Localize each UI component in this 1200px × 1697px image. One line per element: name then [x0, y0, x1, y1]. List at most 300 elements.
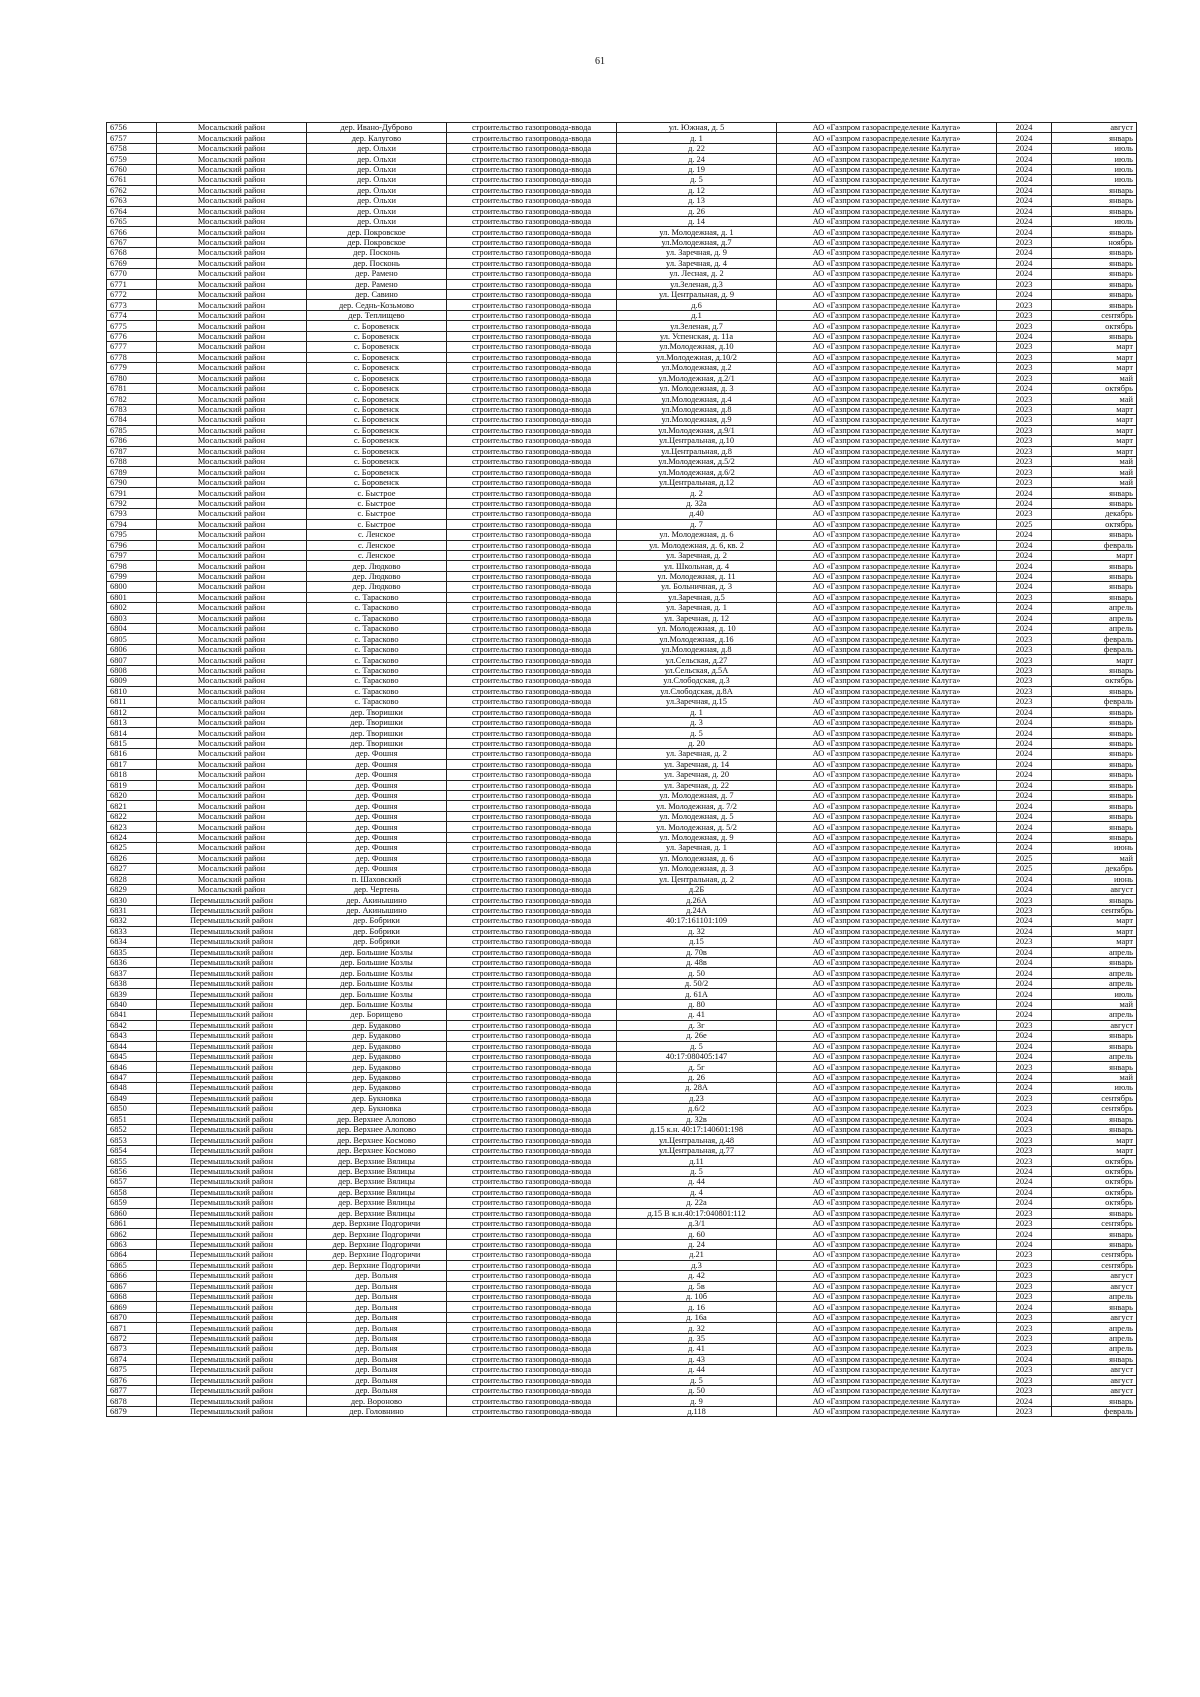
- row-number: 6798: [107, 561, 157, 571]
- table-row: [107, 530, 1137, 540]
- organization-cell: АО «Газпром газораспределение Калуга»: [777, 1396, 997, 1406]
- locality-cell: с. Быстрое: [307, 509, 447, 519]
- table-row: [107, 968, 1137, 978]
- organization-cell: АО «Газпром газораспределение Калуга»: [777, 175, 997, 185]
- row-number: 6857: [107, 1177, 157, 1187]
- table-row: [107, 425, 1137, 435]
- work-type-cell: строительство газопровода-ввода: [447, 895, 617, 905]
- organization-cell: АО «Газпром газораспределение Калуга»: [777, 446, 997, 456]
- district-cell: Перемышльский район: [157, 1385, 307, 1395]
- row-number: 6778: [107, 352, 157, 362]
- organization-cell: АО «Газпром газораспределение Калуга»: [777, 279, 997, 289]
- district-cell: Мосальский район: [157, 206, 307, 216]
- month-cell: январь: [1052, 592, 1137, 602]
- year-cell: 2023: [997, 1281, 1052, 1291]
- row-number: 6866: [107, 1271, 157, 1281]
- locality-cell: дер. Ивано-Дуброво: [307, 123, 447, 133]
- work-type-cell: строительство газопровода-ввода: [447, 905, 617, 915]
- address-cell: ул.Центральная, д.12: [617, 477, 777, 487]
- month-cell: октябрь: [1052, 1177, 1137, 1187]
- row-number: 6852: [107, 1125, 157, 1135]
- district-cell: Мосальский район: [157, 655, 307, 665]
- table-row: [107, 310, 1137, 320]
- work-type-cell: строительство газопровода-ввода: [447, 1354, 617, 1364]
- work-type-cell: строительство газопровода-ввода: [447, 613, 617, 623]
- row-number: 6789: [107, 467, 157, 477]
- row-number: 6851: [107, 1114, 157, 1124]
- month-cell: июль: [1052, 164, 1137, 174]
- district-cell: Мосальский район: [157, 394, 307, 404]
- year-cell: 2023: [997, 697, 1052, 707]
- table-row: [107, 905, 1137, 915]
- month-cell: март: [1052, 446, 1137, 456]
- organization-cell: АО «Газпром газораспределение Калуга»: [777, 373, 997, 383]
- organization-cell: АО «Газпром газораспределение Калуга»: [777, 864, 997, 874]
- organization-cell: АО «Газпром газораспределение Калуга»: [777, 300, 997, 310]
- locality-cell: дер. Посконь: [307, 258, 447, 268]
- month-cell: январь: [1052, 1354, 1137, 1364]
- locality-cell: с. Тарасково: [307, 592, 447, 602]
- organization-cell: АО «Газпром газораспределение Калуга»: [777, 237, 997, 247]
- locality-cell: дер. Верхнее Алопово: [307, 1114, 447, 1124]
- work-type-cell: строительство газопровода-ввода: [447, 926, 617, 936]
- district-cell: Мосальский район: [157, 874, 307, 884]
- table-row: [107, 1104, 1137, 1114]
- district-cell: Перемышльский район: [157, 1354, 307, 1364]
- work-type-cell: строительство газопровода-ввода: [447, 436, 617, 446]
- table-row: [107, 1041, 1137, 1051]
- locality-cell: с. Быстрое: [307, 519, 447, 529]
- address-cell: д. 3г: [617, 1020, 777, 1030]
- year-cell: 2023: [997, 1250, 1052, 1260]
- month-cell: сентябрь: [1052, 905, 1137, 915]
- year-cell: 2024: [997, 717, 1052, 727]
- month-cell: март: [1052, 352, 1137, 362]
- work-type-cell: строительство газопровода-ввода: [447, 1333, 617, 1343]
- organization-cell: АО «Газпром газораспределение Калуга»: [777, 947, 997, 957]
- row-number: 6860: [107, 1208, 157, 1218]
- year-cell: 2023: [997, 279, 1052, 289]
- organization-cell: АО «Газпром газораспределение Калуга»: [777, 363, 997, 373]
- locality-cell: дер. Вольня: [307, 1312, 447, 1322]
- month-cell: март: [1052, 342, 1137, 352]
- month-cell: апрель: [1052, 1344, 1137, 1354]
- work-type-cell: строительство газопровода-ввода: [447, 164, 617, 174]
- row-number: 6865: [107, 1260, 157, 1270]
- locality-cell: с. Тарасково: [307, 655, 447, 665]
- month-cell: октябрь: [1052, 321, 1137, 331]
- address-cell: д.15: [617, 937, 777, 947]
- year-cell: 2024: [997, 164, 1052, 174]
- locality-cell: дер. Фошня: [307, 853, 447, 863]
- address-cell: д. 14: [617, 216, 777, 226]
- locality-cell: дер. Головнино: [307, 1406, 447, 1416]
- row-number: 6767: [107, 237, 157, 247]
- district-cell: Мосальский район: [157, 864, 307, 874]
- locality-cell: дер. Будаково: [307, 1041, 447, 1051]
- work-type-cell: строительство газопровода-ввода: [447, 1198, 617, 1208]
- month-cell: март: [1052, 404, 1137, 414]
- work-type-cell: строительство газопровода-ввода: [447, 770, 617, 780]
- organization-cell: АО «Газпром газораспределение Калуга»: [777, 1156, 997, 1166]
- address-cell: д. 5: [617, 1166, 777, 1176]
- year-cell: 2024: [997, 1072, 1052, 1082]
- address-cell: д. 43: [617, 1354, 777, 1364]
- year-cell: 2024: [997, 624, 1052, 634]
- year-cell: 2024: [997, 196, 1052, 206]
- district-cell: Перемышльский район: [157, 1323, 307, 1333]
- work-type-cell: строительство газопровода-ввода: [447, 801, 617, 811]
- work-type-cell: строительство газопровода-ввода: [447, 634, 617, 644]
- locality-cell: дер. Вольня: [307, 1302, 447, 1312]
- organization-cell: АО «Газпром газораспределение Калуга»: [777, 1198, 997, 1208]
- table-row: [107, 415, 1137, 425]
- address-cell: ул. Заречная, д. 9: [617, 248, 777, 258]
- month-cell: январь: [1052, 300, 1137, 310]
- district-cell: Перемышльский район: [157, 1260, 307, 1270]
- address-cell: д.15 В к.н.40:17:040801:112: [617, 1208, 777, 1218]
- year-cell: 2023: [997, 1271, 1052, 1281]
- address-cell: д. 22: [617, 143, 777, 153]
- work-type-cell: строительство газопровода-ввода: [447, 655, 617, 665]
- locality-cell: дер. Акинышино: [307, 895, 447, 905]
- organization-cell: АО «Газпром газораспределение Калуга»: [777, 1010, 997, 1020]
- organization-cell: АО «Газпром газораспределение Калуга»: [777, 1385, 997, 1395]
- year-cell: 2023: [997, 1292, 1052, 1302]
- table-row: [107, 780, 1137, 790]
- address-cell: д.6: [617, 300, 777, 310]
- year-cell: 2024: [997, 989, 1052, 999]
- year-cell: 2023: [997, 1135, 1052, 1145]
- year-cell: 2024: [997, 216, 1052, 226]
- work-type-cell: строительство газопровода-ввода: [447, 1239, 617, 1249]
- month-cell: январь: [1052, 770, 1137, 780]
- organization-cell: АО «Газпром газораспределение Калуга»: [777, 728, 997, 738]
- work-type-cell: строительство газопровода-ввода: [447, 206, 617, 216]
- month-cell: январь: [1052, 665, 1137, 675]
- year-cell: 2023: [997, 300, 1052, 310]
- work-type-cell: строительство газопровода-ввода: [447, 1365, 617, 1375]
- organization-cell: АО «Газпром газораспределение Калуга»: [777, 978, 997, 988]
- month-cell: февраль: [1052, 634, 1137, 644]
- work-type-cell: строительство газопровода-ввода: [447, 989, 617, 999]
- district-cell: Мосальский район: [157, 832, 307, 842]
- month-cell: январь: [1052, 811, 1137, 821]
- row-number: 6867: [107, 1281, 157, 1291]
- table-row: [107, 1208, 1137, 1218]
- table-row: [107, 1114, 1137, 1124]
- district-cell: Мосальский район: [157, 540, 307, 550]
- locality-cell: дер. Верхнее Космово: [307, 1145, 447, 1155]
- work-type-cell: строительство газопровода-ввода: [447, 947, 617, 957]
- year-cell: 2024: [997, 738, 1052, 748]
- address-cell: ул.Молодежная, д.9: [617, 415, 777, 425]
- locality-cell: с. Боровенск: [307, 383, 447, 393]
- month-cell: январь: [1052, 707, 1137, 717]
- organization-cell: АО «Газпром газораспределение Калуга»: [777, 603, 997, 613]
- month-cell: август: [1052, 1271, 1137, 1281]
- month-cell: январь: [1052, 1062, 1137, 1072]
- locality-cell: дер. Фошня: [307, 770, 447, 780]
- address-cell: ул. Заречная, д. 4: [617, 258, 777, 268]
- table-row: [107, 164, 1137, 174]
- work-type-cell: строительство газопровода-ввода: [447, 1072, 617, 1082]
- address-cell: ул. Молодежная, д. 6: [617, 853, 777, 863]
- address-cell: д. 1: [617, 133, 777, 143]
- year-cell: 2023: [997, 509, 1052, 519]
- month-cell: апрель: [1052, 968, 1137, 978]
- work-type-cell: строительство газопровода-ввода: [447, 624, 617, 634]
- year-cell: 2024: [997, 707, 1052, 717]
- address-cell: ул.Заречная, д.5: [617, 592, 777, 602]
- year-cell: 2024: [997, 999, 1052, 1009]
- district-cell: Перемышльский район: [157, 1135, 307, 1145]
- organization-cell: АО «Газпром газораспределение Калуга»: [777, 1051, 997, 1061]
- address-cell: 40:17:080405:147: [617, 1051, 777, 1061]
- district-cell: Мосальский район: [157, 352, 307, 362]
- organization-cell: АО «Газпром газораспределение Калуга»: [777, 613, 997, 623]
- month-cell: январь: [1052, 1208, 1137, 1218]
- month-cell: январь: [1052, 227, 1137, 237]
- row-number: 6859: [107, 1198, 157, 1208]
- district-cell: Мосальский район: [157, 123, 307, 133]
- table-row: [107, 383, 1137, 393]
- address-cell: ул. Молодежная, д. 9: [617, 832, 777, 842]
- district-cell: Перемышльский район: [157, 1271, 307, 1281]
- district-cell: Мосальский район: [157, 822, 307, 832]
- month-cell: апрель: [1052, 1010, 1137, 1020]
- row-number: 6850: [107, 1104, 157, 1114]
- district-cell: Мосальский район: [157, 164, 307, 174]
- month-cell: октябрь: [1052, 519, 1137, 529]
- address-cell: д. 5: [617, 175, 777, 185]
- organization-cell: АО «Газпром газораспределение Калуга»: [777, 1333, 997, 1343]
- district-cell: Перемышльский район: [157, 1187, 307, 1197]
- row-number: 6816: [107, 749, 157, 759]
- work-type-cell: строительство газопровода-ввода: [447, 1250, 617, 1260]
- table-row: [107, 571, 1137, 581]
- year-cell: 2024: [997, 561, 1052, 571]
- year-cell: 2023: [997, 1145, 1052, 1155]
- address-cell: д. 41: [617, 1344, 777, 1354]
- year-cell: 2023: [997, 457, 1052, 467]
- table-row: [107, 613, 1137, 623]
- row-number: 6839: [107, 989, 157, 999]
- organization-cell: АО «Газпром газораспределение Калуга»: [777, 749, 997, 759]
- organization-cell: АО «Газпром газораспределение Калуга»: [777, 624, 997, 634]
- address-cell: д.24А: [617, 905, 777, 915]
- row-number: 6822: [107, 811, 157, 821]
- work-type-cell: строительство газопровода-ввода: [447, 185, 617, 195]
- year-cell: 2024: [997, 603, 1052, 613]
- district-cell: Мосальский район: [157, 749, 307, 759]
- district-cell: Перемышльский район: [157, 999, 307, 1009]
- locality-cell: п. Шаховский: [307, 874, 447, 884]
- organization-cell: АО «Газпром газораспределение Калуга»: [777, 164, 997, 174]
- work-type-cell: строительство газопровода-ввода: [447, 1041, 617, 1051]
- year-cell: 2023: [997, 1365, 1052, 1375]
- locality-cell: дер. Фошня: [307, 811, 447, 821]
- organization-cell: АО «Газпром газораспределение Калуга»: [777, 717, 997, 727]
- row-number: 6804: [107, 624, 157, 634]
- district-cell: Мосальский район: [157, 404, 307, 414]
- year-cell: 2023: [997, 1323, 1052, 1333]
- address-cell: д. 9: [617, 1396, 777, 1406]
- locality-cell: дер. Покровское: [307, 237, 447, 247]
- address-cell: д. 4: [617, 1187, 777, 1197]
- organization-cell: АО «Газпром газораспределение Калуга»: [777, 874, 997, 884]
- locality-cell: дер. Ольхи: [307, 196, 447, 206]
- address-cell: ул. Заречная, д. 14: [617, 759, 777, 769]
- row-number: 6805: [107, 634, 157, 644]
- district-cell: Перемышльский район: [157, 1083, 307, 1093]
- organization-cell: АО «Газпром газораспределение Калуга»: [777, 634, 997, 644]
- address-cell: д. 28А: [617, 1083, 777, 1093]
- row-number: 6842: [107, 1020, 157, 1030]
- year-cell: 2023: [997, 373, 1052, 383]
- row-number: 6838: [107, 978, 157, 988]
- year-cell: 2023: [997, 446, 1052, 456]
- district-cell: Мосальский район: [157, 780, 307, 790]
- work-type-cell: строительство газопровода-ввода: [447, 457, 617, 467]
- address-cell: ул. Молодежная, д. 5/2: [617, 822, 777, 832]
- month-cell: январь: [1052, 1239, 1137, 1249]
- address-cell: ул.Молодежная, д.2/1: [617, 373, 777, 383]
- year-cell: 2023: [997, 394, 1052, 404]
- district-cell: Мосальский район: [157, 561, 307, 571]
- row-number: 6782: [107, 394, 157, 404]
- locality-cell: дер. Людково: [307, 561, 447, 571]
- year-cell: 2023: [997, 415, 1052, 425]
- district-cell: Мосальский район: [157, 530, 307, 540]
- address-cell: ул.Сельская, д.5А: [617, 665, 777, 675]
- row-number: 6878: [107, 1396, 157, 1406]
- district-cell: Перемышльский район: [157, 1229, 307, 1239]
- table-row: [107, 248, 1137, 258]
- address-cell: д. 50: [617, 968, 777, 978]
- table-row: [107, 853, 1137, 863]
- month-cell: март: [1052, 1135, 1137, 1145]
- address-cell: ул.Центральная, д.48: [617, 1135, 777, 1145]
- month-cell: август: [1052, 1020, 1137, 1030]
- table-row: [107, 634, 1137, 644]
- row-number: 6794: [107, 519, 157, 529]
- work-type-cell: строительство газопровода-ввода: [447, 968, 617, 978]
- month-cell: январь: [1052, 133, 1137, 143]
- table-row: [107, 1218, 1137, 1228]
- district-cell: Мосальский район: [157, 300, 307, 310]
- address-cell: д. 3: [617, 717, 777, 727]
- locality-cell: с. Боровенск: [307, 373, 447, 383]
- locality-cell: с. Боровенск: [307, 352, 447, 362]
- district-cell: Мосальский район: [157, 801, 307, 811]
- work-type-cell: строительство газопровода-ввода: [447, 394, 617, 404]
- row-number: 6786: [107, 436, 157, 446]
- month-cell: январь: [1052, 832, 1137, 842]
- table-row: [107, 321, 1137, 331]
- address-cell: д. 35: [617, 1333, 777, 1343]
- table-row: [107, 143, 1137, 153]
- work-type-cell: строительство газопровода-ввода: [447, 133, 617, 143]
- locality-cell: дер. Верхние Вялицы: [307, 1187, 447, 1197]
- work-type-cell: строительство газопровода-ввода: [447, 791, 617, 801]
- district-cell: Перемышльский район: [157, 1312, 307, 1322]
- address-cell: д. 32: [617, 926, 777, 936]
- row-number: 6818: [107, 770, 157, 780]
- work-type-cell: строительство газопровода-ввода: [447, 1208, 617, 1218]
- organization-cell: АО «Газпром газораспределение Калуга»: [777, 216, 997, 226]
- year-cell: 2024: [997, 571, 1052, 581]
- row-number: 6792: [107, 498, 157, 508]
- table-row: [107, 1333, 1137, 1343]
- district-cell: Перемышльский район: [157, 1218, 307, 1228]
- year-cell: 2023: [997, 1218, 1052, 1228]
- organization-cell: АО «Газпром газораспределение Калуга»: [777, 530, 997, 540]
- district-cell: Перемышльский район: [157, 1125, 307, 1135]
- table-row: [107, 550, 1137, 560]
- address-cell: ул.Зеленая, д.3: [617, 279, 777, 289]
- work-type-cell: строительство газопровода-ввода: [447, 1135, 617, 1145]
- organization-cell: АО «Газпром газораспределение Калуга»: [777, 811, 997, 821]
- address-cell: ул.Молодежная, д.4: [617, 394, 777, 404]
- row-number: 6763: [107, 196, 157, 206]
- address-cell: д. 2: [617, 488, 777, 498]
- organization-cell: АО «Газпром газораспределение Калуга»: [777, 143, 997, 153]
- month-cell: май: [1052, 1072, 1137, 1082]
- work-type-cell: строительство газопровода-ввода: [447, 488, 617, 498]
- locality-cell: с. Боровенск: [307, 457, 447, 467]
- row-number: 6844: [107, 1041, 157, 1051]
- row-number: 6776: [107, 331, 157, 341]
- district-cell: Мосальский район: [157, 707, 307, 717]
- locality-cell: дер. Большие Козлы: [307, 978, 447, 988]
- year-cell: 2023: [997, 644, 1052, 654]
- row-number: 6796: [107, 540, 157, 550]
- district-cell: Мосальский район: [157, 216, 307, 226]
- work-type-cell: строительство газопровода-ввода: [447, 509, 617, 519]
- work-type-cell: строительство газопровода-ввода: [447, 1292, 617, 1302]
- row-number: 6781: [107, 383, 157, 393]
- work-type-cell: строительство газопровода-ввода: [447, 331, 617, 341]
- row-number: 6837: [107, 968, 157, 978]
- year-cell: 2023: [997, 1125, 1052, 1135]
- row-number: 6831: [107, 905, 157, 915]
- locality-cell: дер. Будаково: [307, 1083, 447, 1093]
- organization-cell: АО «Газпром газораспределение Калуга»: [777, 1375, 997, 1385]
- address-cell: ул. Заречная, д. 1: [617, 603, 777, 613]
- locality-cell: дер. Вольня: [307, 1354, 447, 1364]
- table-row: [107, 123, 1137, 133]
- address-cell: ул.Молодежная, д.8: [617, 404, 777, 414]
- year-cell: 2024: [997, 1166, 1052, 1176]
- address-cell: д. 13: [617, 196, 777, 206]
- organization-cell: АО «Газпром газораспределение Калуга»: [777, 1145, 997, 1155]
- organization-cell: АО «Газпром газораспределение Калуга»: [777, 290, 997, 300]
- locality-cell: с. Тарасково: [307, 634, 447, 644]
- district-cell: Перемышльский район: [157, 1239, 307, 1249]
- row-number: 6764: [107, 206, 157, 216]
- address-cell: д.3/1: [617, 1218, 777, 1228]
- locality-cell: дер. Верхние Подгоричи: [307, 1239, 447, 1249]
- year-cell: 2023: [997, 592, 1052, 602]
- row-number: 6790: [107, 477, 157, 487]
- table-row: [107, 394, 1137, 404]
- work-type-cell: строительство газопровода-ввода: [447, 404, 617, 414]
- address-cell: д.40: [617, 509, 777, 519]
- address-cell: д. 7: [617, 519, 777, 529]
- organization-cell: АО «Газпром газораспределение Калуга»: [777, 331, 997, 341]
- year-cell: 2025: [997, 853, 1052, 863]
